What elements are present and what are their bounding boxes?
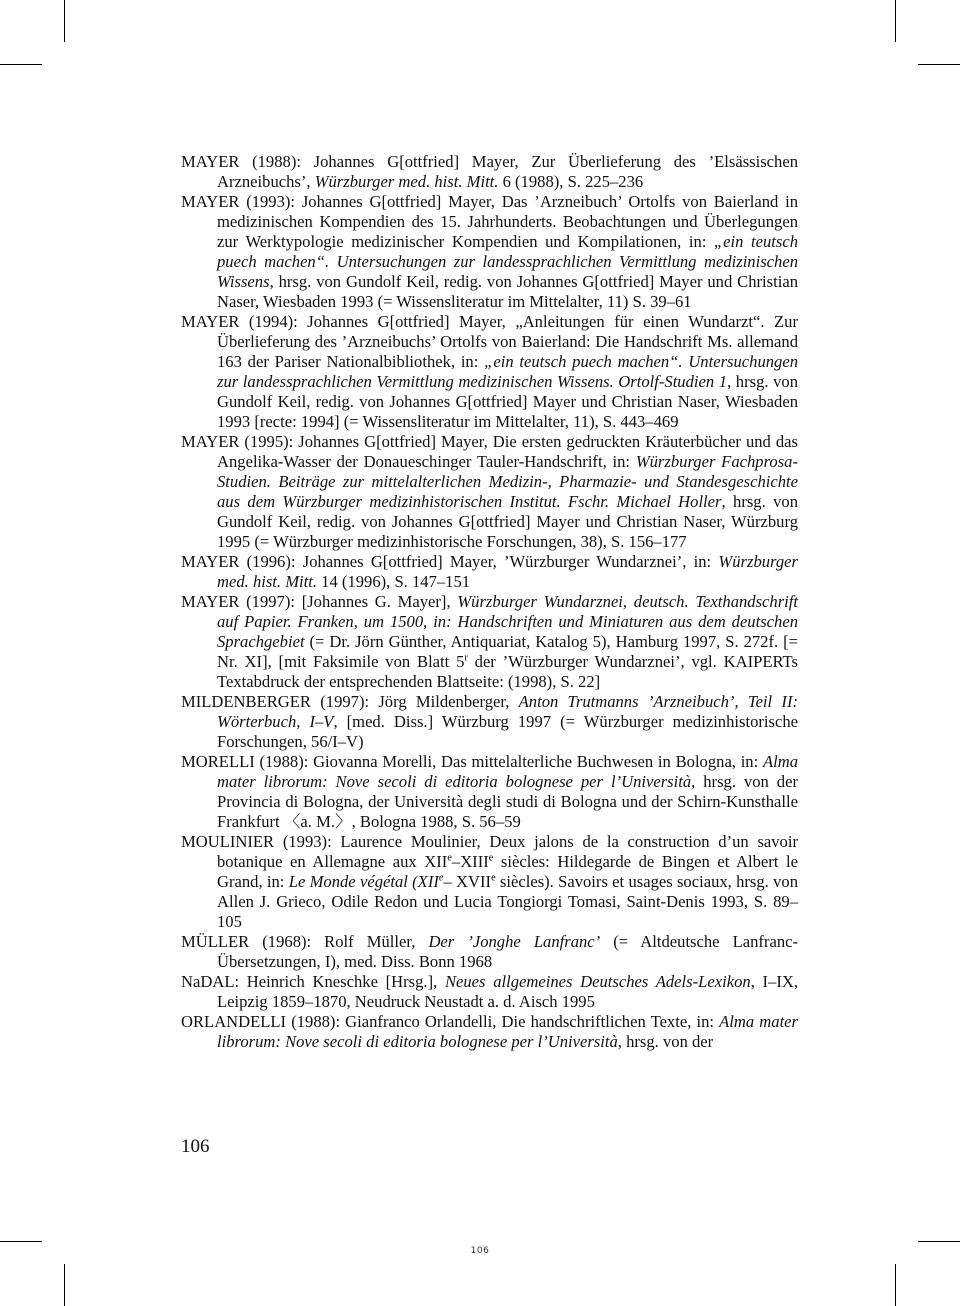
entry-italic-text: Le Monde végétal (XII: [288, 872, 439, 891]
bibliography-list: [181, 152, 798, 1052]
entry-italic-text: Würzburger Wundarznei, deutsch. Texthandschrift auf Papier. Franken, um 1500, in: Handschriften und Miniaturen aus dem deutschen Sprachgebiet: [217, 592, 798, 651]
bibliography-entry: [181, 932, 798, 972]
bibliography-entry: [181, 152, 798, 192]
entry-text: , hrsg. von Gundolf Keil, redig. von Johannes G[ottfried] Mayer und Christian Naser, Würzburg 1995 (= Würzburger medizinhistorische Forschungen, 38), S. 156–177: [217, 492, 799, 551]
entry-text: MILDENBERGER (1997): Jörg Mildenberger,: [181, 692, 519, 711]
crop-mark-top-right-horizontal: [918, 64, 960, 65]
crop-mark-bottom-left-horizontal: [0, 1241, 42, 1242]
crop-mark-top-right-vertical: [895, 0, 896, 42]
entry-text: , hrsg. von Gundolf Keil, redig. von Johannes G[ottfried] Mayer und Christian Naser, Wiesbaden 1993 (= Wissensliteratur im Mittelalter, 11) S. 39–61: [217, 272, 798, 311]
bibliography-entry: [181, 832, 798, 932]
entry-italic-text: „ein teutsch puech machen“. Untersuchungen zur landessprachlichen Vermittlung medizinischen Wissens. Ortolf-Studien 1: [217, 352, 798, 391]
entry-superscript: r: [464, 652, 468, 664]
entry-text: MAYER (1993): Johannes G[ottfried] Mayer, Das ’Arzneibuch’ Ortolfs von Baierland in medizinischen Kompendien des 15. Jahrhunderts. Beobachtungen und Überlegungen zur Werktypologie medizinischer Kompendien und Kompilationen, in:: [181, 192, 798, 251]
bibliography-entry: [181, 972, 798, 1012]
entry-text: (= Dr. Jörn Günther, Antiquariat, Katalog 5), Hamburg 1997, S. 272f. [= Nr. XI], [mit Faksimile von Blatt 5: [217, 632, 798, 671]
entry-text: ORLANDELLI (1988): Gianfranco Orlandelli, Die handschriftlichen Texte, in:: [181, 1012, 720, 1031]
bibliography-entry: [181, 312, 798, 432]
bibliography-entry: [181, 592, 798, 692]
entry-text: MÜLLER (1968): Rolf Müller,: [181, 932, 429, 951]
entry-italic-text: Würzburger med. hist. Mitt.: [217, 552, 798, 591]
crop-mark-bottom-right-vertical: [895, 1264, 896, 1306]
entry-text: MAYER (1995): Johannes G[ottfried] Mayer, Die ersten gedruckten Kräuterbücher und das Angelika-Wasser der Donaueschinger Tauler-Handschrift, in:: [181, 432, 798, 471]
crop-mark-top-left-horizontal: [0, 64, 42, 65]
entry-superscript: e: [491, 872, 496, 884]
crop-mark-top-left-vertical: [64, 0, 65, 42]
entry-text: 6 (1988), S. 225–236: [498, 172, 644, 191]
entry-italic-text: Alma mater librorum: Nove secoli di editoria bolognese per l’Università: [217, 752, 798, 791]
entry-superscript: e: [488, 852, 494, 864]
entry-text: MORELLI (1988): Giovanna Morelli, Das mittelalterliche Buchwesen in Bologna, in:: [181, 752, 763, 771]
entry-text: MAYER (1988): Johannes G[ottfried] Mayer, Zur Überlieferung des ’Elsässischen Arzneibuchs’,: [181, 152, 798, 191]
entry-italic-text: Anton Trutmanns ’Arzneibuch’, Teil II: Wörterbuch, I–V: [217, 692, 798, 731]
entry-text: –XIII: [451, 852, 489, 871]
entry-text: der ’Würzburger Wundarznei’, vgl. KAIPERTs Textabdruck der entsprechenden Blattseite: (1998), S. 22]: [217, 652, 798, 691]
entry-text: MAYER (1994): Johannes G[ottfried] Mayer, „Anleitungen für einen Wundarzt“. Zur Überlieferung des ’Arzneibuchs’ Ortolfs von Baierland: Die Handschrift Ms. allemand 163 der Pariser Nationalbibliothek, in:: [181, 312, 798, 371]
entry-text: , I–IX, Leipzig 1859–1870, Neudruck Neustadt a. d. Aisch 1995: [217, 972, 799, 1011]
entry-italic-text: Alma mater librorum: Nove secoli di editoria bolognese per l’Università,: [217, 1012, 799, 1051]
bibliography-entry: [181, 552, 798, 592]
bibliography-entry: [181, 192, 798, 312]
bibliography-entry: [181, 752, 798, 832]
entry-text: 14 (1996), S. 147–151: [317, 572, 471, 591]
entry-superscript: e: [447, 852, 452, 864]
entry-text: (= Altdeutsche Lanfranc-Übersetzungen, I), med. Diss. Bonn 1968: [217, 932, 799, 971]
entry-italic-text: Neues allgemeines Deutsches Adels-Lexikon: [444, 972, 751, 991]
entry-italic-text: Der ’Jonghe Lanfranc’: [428, 932, 601, 951]
entry-text: – XVII: [443, 872, 492, 891]
page-number: 106: [181, 1136, 210, 1157]
entry-text: NaDAL: Heinrich Kneschke [Hrsg.],: [181, 972, 445, 991]
bibliography-entry: [181, 432, 798, 552]
crop-mark-bottom-left-vertical: [64, 1264, 65, 1306]
entry-italic-text: Würzburger med. hist. Mitt.: [314, 172, 499, 191]
entry-text: MOULINIER (1993): Laurence Moulinier, Deux jalons de la construction d’un savoir botanique en Allemagne aux XII: [181, 832, 798, 871]
bibliography-entry: [181, 692, 798, 752]
bibliography-entry: [181, 1012, 798, 1052]
entry-italic-text: Würzburger Fachprosa-Studien. Beiträge zur mittelalterlichen Medizin-, Pharmazie- und Standesgeschichte aus dem Würzburger medizinhistorischen Institut. Fschr. Michael Holler: [217, 452, 798, 511]
entry-text: MAYER (1997): [Johannes G. Mayer],: [181, 592, 458, 611]
entry-text: siècles). Savoirs et usages sociaux, hrsg. von Allen J. Grieco, Odile Redon und Lucia Tongiorgi Tomasi, Saint-Denis 1993, S. 89–105: [217, 872, 798, 931]
entry-text: hrsg. von der: [621, 1032, 714, 1051]
entry-text: , [med. Diss.] Würzburg 1997 (= Würzburger medizinhistorische Forschungen, 56/I–V): [217, 712, 798, 751]
entry-text: , hrsg. von der Provincia di Bologna, der Università degli studi di Bologna und der Schirn-Kunsthalle Frankfurt 〈a. M.〉, Bologna 1988, S. 56–59: [217, 772, 798, 831]
entry-text: siècles: Hildegarde de Bingen et Albert le Grand, in:: [217, 852, 798, 891]
entry-italic-text: „ein teutsch puech machen“. Untersuchungen zur landessprachlichen Vermittlung medizinischen Wissens: [217, 232, 798, 291]
footer-page-number: 106: [470, 1246, 490, 1256]
entry-text: MAYER (1996): Johannes G[ottfried] Mayer, ’Würzburger Wundarznei’, in:: [181, 552, 719, 571]
entry-text: , hrsg. von Gundolf Keil, redig. von Johannes G[ottfried] Mayer und Christian Naser, Wiesbaden 1993 [recte: 1994] (= Wissensliteratur im Mittelalter, 11), S. 443–469: [217, 372, 798, 431]
entry-italic-text: e: [438, 872, 444, 884]
crop-mark-bottom-right-horizontal: [918, 1241, 960, 1242]
